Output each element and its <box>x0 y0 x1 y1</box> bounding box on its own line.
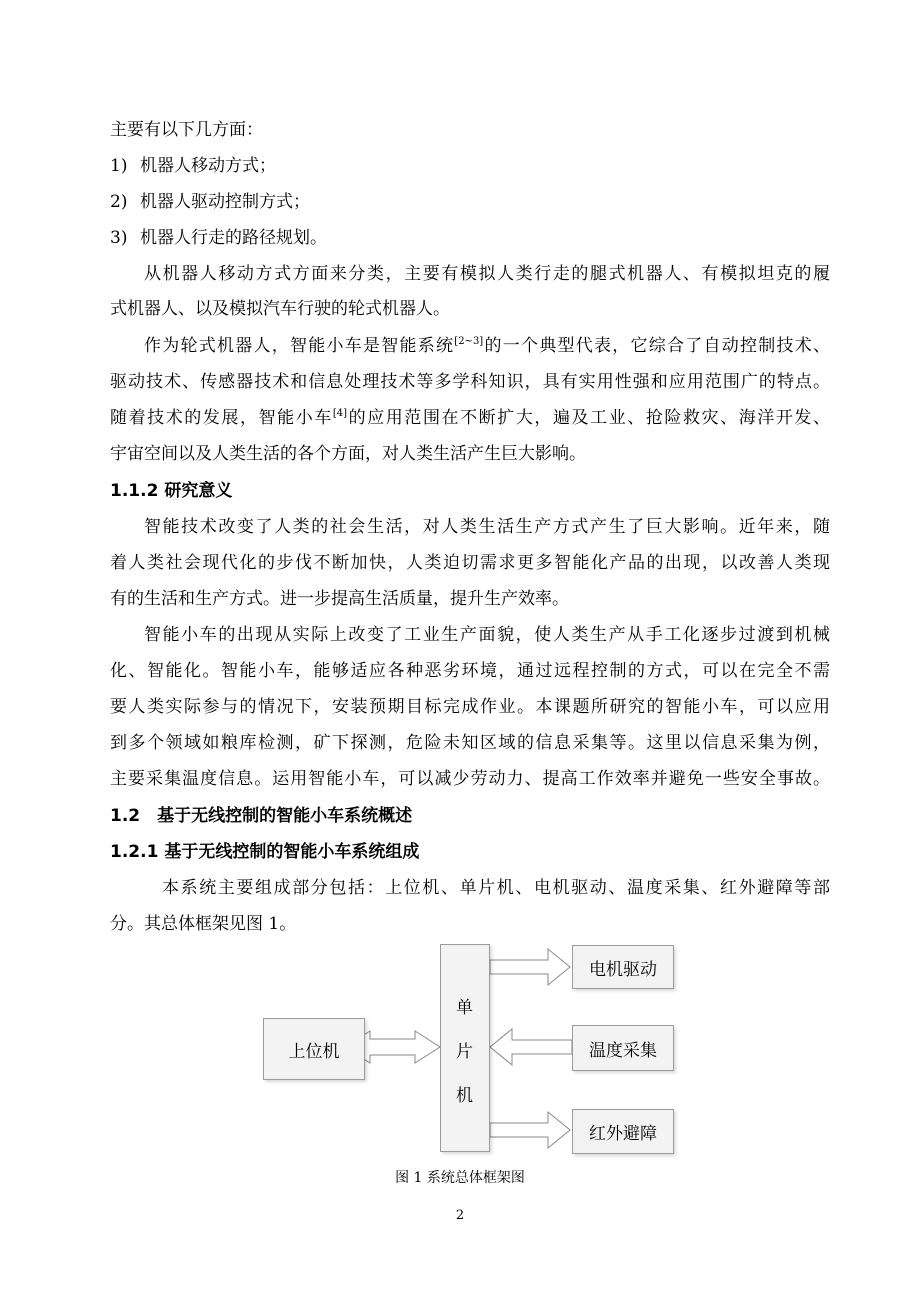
paragraph-line: 式机器人、以及模拟汽车行驶的轮式机器人。 <box>110 299 450 319</box>
citation: [2~3] <box>454 336 484 347</box>
citation: [4] <box>332 408 348 419</box>
mcu-label-char: 机 <box>456 1086 473 1106</box>
text-segment: 的应用范围在不断扩大，遍及工业、抢险救灾、海洋开发、 <box>347 408 831 428</box>
mcu-box <box>440 944 490 1152</box>
paragraph-line: 智能小车的出现从实际上改变了工业生产面貌，使人类生产从手工化逐步过渡到机械 <box>144 625 830 645</box>
intro-text: 主要有以下几方面： <box>110 120 263 140</box>
paragraph-line: 到多个领域如粮库检测，矿下探测，危险未知区域的信息采集等。这里以信息采集为例， <box>110 733 830 753</box>
list-number: 1) <box>110 156 128 176</box>
arrow-from-temp <box>490 1029 572 1065</box>
paragraph-line: 主要采集温度信息。运用智能小车，可以减少劳动力、提高工作效率并避免一些安全事故。 <box>110 769 830 789</box>
temperature-box: 温度采集 <box>572 1025 674 1071</box>
mcu-label-char: 单 <box>456 998 473 1018</box>
paragraph-line: 着人类社会现代化的步伐不断加快，人类迫切需求更多智能化产品的出现，以改善人类现 <box>110 553 830 573</box>
paragraph-line: 本系统主要组成部分包括：上位机、单片机、电机驱动、温度采集、红外避障等部 <box>162 878 830 898</box>
section-heading: 1.2 基于无线控制的智能小车系统概述 <box>110 806 413 826</box>
paragraph-line: 要人类实际参与的情况下，安装预期目标完成作业。本课题所研究的智能小车，可以应用 <box>110 697 830 717</box>
list-text: 机器人驱动控制方式； <box>140 192 310 212</box>
text-segment: 的一个典型代表，它综合了自动控制技术、 <box>483 336 831 356</box>
mcu-label-char: 片 <box>456 1042 473 1062</box>
list-text: 机器人移动方式； <box>140 156 276 176</box>
paragraph-line: 有的生活和生产方式。进一步提高生活质量，提升生产效率。 <box>110 589 569 609</box>
list-text: 机器人行走的路径规划。 <box>140 228 327 248</box>
paragraph-line: 化、智能化。智能小车，能够适应各种恶劣环境，通过远程控制的方式，可以在完全不需 <box>110 661 830 681</box>
paragraph-line: 从机器人移动方式方面来分类，主要有模拟人类行走的腿式机器人、有模拟坦克的履 <box>144 264 830 284</box>
list-number: 2) <box>110 192 128 212</box>
infrared-box: 红外避障 <box>572 1109 674 1154</box>
paragraph-line: 分。其总体框架见图 1。 <box>110 914 297 934</box>
figure-caption: 图 1 系统总体框架图 <box>395 1170 525 1186</box>
paragraph-line: 智能技术改变了人类的社会生活，对人类生活生产方式产生了巨大影响。近年来，随 <box>144 517 830 537</box>
text-segment: 作为轮式机器人，智能小车是智能系统 <box>144 336 455 356</box>
text-segment: 随着技术的发展，智能小车 <box>110 408 333 428</box>
list-number: 3) <box>110 228 128 248</box>
arrow-to-ir <box>490 1112 570 1148</box>
page-number: 2 <box>455 1208 465 1223</box>
section-heading: 1.2.1 基于无线控制的智能小车系统组成 <box>110 842 420 862</box>
host-computer-box: 上位机 <box>263 1018 365 1080</box>
section-heading: 1.1.2 研究意义 <box>110 481 233 501</box>
paragraph-line: 宇宙空间以及人类生活的各个方面，对人类生活产生巨大影响。 <box>110 444 586 464</box>
paragraph-line: 驱动技术、传感器技术和信息处理技术等多学科知识，具有实用性强和应用范围广的特点。 <box>110 372 830 392</box>
arrow-to-motor <box>490 949 570 985</box>
motor-driver-box: 电机驱动 <box>572 945 674 989</box>
